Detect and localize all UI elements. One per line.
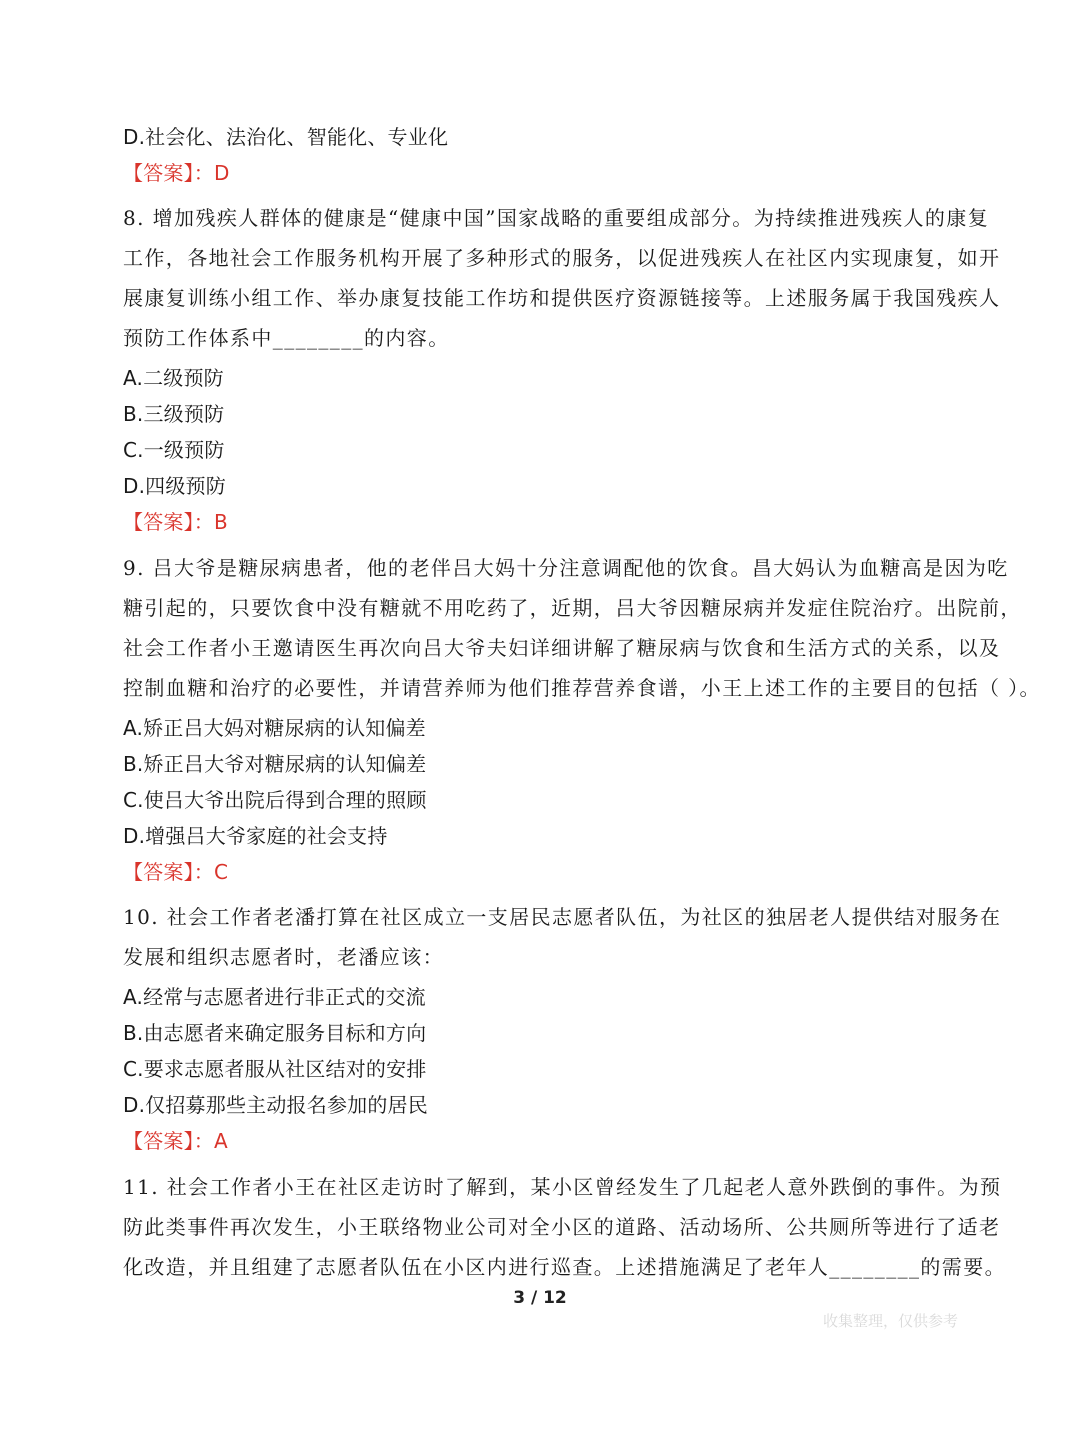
q8-option-d: D.四级预防 (123, 474, 226, 498)
q8-stem-line: 预防工作体系中________的内容。 (123, 326, 450, 350)
q8-stem-line: 8. 增加残疾人群体的健康是“健康中国”国家战略的重要组成部分。为持续推进残疾人的康复 (123, 206, 990, 230)
q7-answer: 【答案】：D (123, 161, 230, 185)
q7-option-d: D.社会化、法治化、智能化、专业化 (123, 125, 449, 149)
q11-stem-line: 化改造，并且组建了志愿者队伍在小区内进行巡查。上述措施满足了老年人________的需要。 (123, 1255, 1006, 1279)
q9-option-b: B.矫正吕大爷对糖尿病的认知偏差 (123, 752, 427, 776)
q9-option-c: C.使吕大爷出院后得到合理的照顾 (123, 788, 427, 812)
q11-stem-line: 防此类事件再次发生，小王联络物业公司对全小区的道路、活动场所、公共厕所等进行了适老 (123, 1215, 1001, 1239)
q9-answer: 【答案】：C (123, 860, 229, 884)
q10-stem-line: 发展和组织志愿者时，老潘应该： (123, 945, 444, 969)
q10-answer: 【答案】：A (123, 1129, 228, 1153)
q8-stem-line: 工作，各地社会工作服务机构开展了多种形式的服务，以促进残疾人在社区内实现康复，如开 (123, 246, 1001, 270)
q10-option-a: A.经常与志愿者进行非正式的交流 (123, 985, 426, 1009)
q10-option-c: C.要求志愿者服从社区结对的安排 (123, 1057, 427, 1081)
q9-stem-line: 社会工作者小王邀请医生再次向吕大爷夫妇详细讲解了糖尿病与饮食和生活方式的关系，以及 (123, 636, 1001, 660)
q8-option-b: B.三级预防 (123, 402, 225, 426)
q10-option-b: B.由志愿者来确定服务目标和方向 (123, 1021, 427, 1045)
q8-stem-line: 展康复训练小组工作、举办康复技能工作坊和提供医疗资源链接等。上述服务属于我国残疾人 (123, 286, 1001, 310)
q9-stem-line: 糖引起的，只要饮食中没有糖就不用吃药了，近期，吕大爷因糖尿病并发症住院治疗。出院前， (123, 596, 1022, 620)
q10-stem-line: 10. 社会工作者老潘打算在社区成立一支居民志愿者队伍，为社区的独居老人提供结对服务在 (123, 905, 1002, 929)
q10-option-d: D.仅招募那些主动报名参加的居民 (123, 1093, 428, 1117)
watermark-text: 收集整理，仅供参考 (822, 1312, 958, 1330)
q9-option-d: D.增强吕大爷家庭的社会支持 (123, 824, 388, 848)
q8-option-c: C.一级预防 (123, 438, 225, 462)
q11-stem-line: 11. 社会工作者小王在社区走访时了解到，某小区曾经发生了几起老人意外跌倒的事件。为预 (123, 1175, 1002, 1199)
q8-option-a: A.二级预防 (123, 366, 224, 390)
q9-option-a: A.矫正吕大妈对糖尿病的认知偏差 (123, 716, 426, 740)
page-number: 3 / 12 (513, 1288, 567, 1308)
q8-answer: 【答案】：B (123, 510, 228, 534)
q9-stem-line: 控制血糖和治疗的必要性，并请营养师为他们推荐营养食谱，小王上述工作的主要目的包括（ ）。 (123, 676, 1041, 700)
q9-stem-line: 9. 吕大爷是糖尿病患者，他的老伴吕大妈十分注意调配他的饮食。昌大妈认为血糖高是因为吃 (123, 556, 1009, 580)
